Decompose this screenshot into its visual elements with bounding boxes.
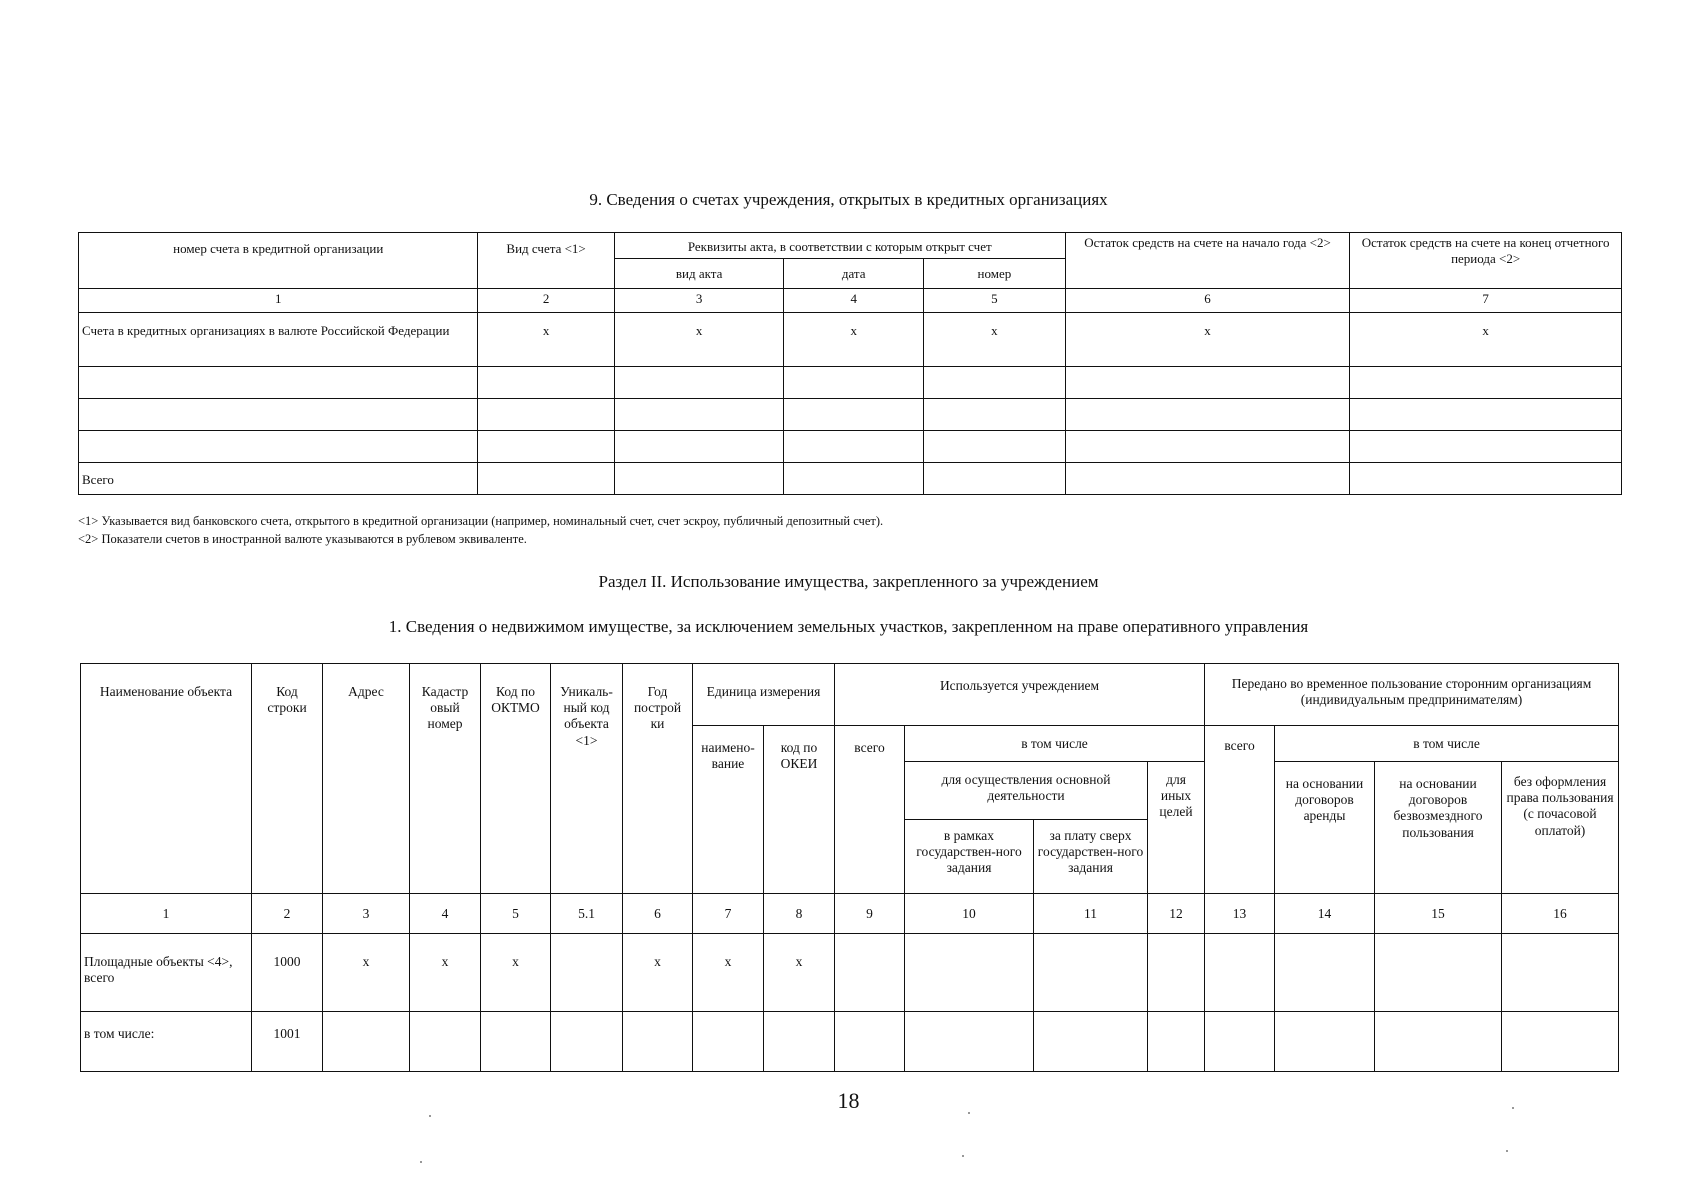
- cell-x: x: [623, 934, 693, 1012]
- header-transferred-incl: в том числе: [1275, 726, 1619, 762]
- header-main-activity: для осуществления основной деятельности: [905, 762, 1148, 820]
- header-account-number: номер счета в кредитной организации: [79, 233, 478, 289]
- row-label: в том числе:: [81, 1012, 252, 1072]
- header-address: Адрес: [323, 664, 410, 894]
- table-row: [81, 934, 1619, 1012]
- col-num: 7: [1350, 289, 1622, 313]
- col-num: 3: [323, 894, 410, 934]
- total-label: Всего: [79, 463, 478, 495]
- col-num: 15: [1375, 894, 1502, 934]
- header-unit-name: наимено-вание: [693, 726, 764, 894]
- header-balance-start: Остаток средств на счете на начало года <2>: [1065, 233, 1350, 289]
- header-act-type: вид акта: [614, 259, 784, 289]
- footnote-1: <1> Указывается вид банковского счета, открытого в кредитной организации (например, номинальный счет, счет эскроу, публичный депозитный счет).: [78, 514, 884, 528]
- footnote-2: <2> Показатели счетов в иностранной валюте указываются в рублевом эквиваленте.: [78, 532, 527, 547]
- footnotes: [78, 512, 883, 548]
- table-row: [79, 399, 1622, 431]
- col-num: 10: [905, 894, 1034, 934]
- col-num: 2: [478, 289, 614, 313]
- column-numbers-row: [79, 289, 1622, 313]
- col-num: 4: [410, 894, 481, 934]
- col-num: 1: [81, 894, 252, 934]
- cell-x: x: [693, 934, 764, 1012]
- col-num: 12: [1148, 894, 1205, 934]
- header-object-name: Наименование объекта: [81, 664, 252, 894]
- header-row-code: Код строки: [252, 664, 323, 894]
- header-oktmo-code: Код по ОКТМО: [481, 664, 551, 894]
- col-num: 11: [1034, 894, 1148, 934]
- header-unique-code: Уникаль-ный код объекта <1>: [551, 664, 623, 894]
- header-act-requisites: Реквизиты акта, в соответствии с которым открыт счет: [614, 233, 1065, 259]
- section2-title: Раздел II. Использование имущества, закрепленного за учреждением: [598, 572, 1099, 591]
- section9-title: 9. Сведения о счетах учреждения, открытых в кредитных организациях: [589, 190, 1108, 209]
- col-num: 1: [79, 289, 478, 313]
- header-used-by-institution: Используется учреждением: [835, 664, 1205, 726]
- col-num: 6: [623, 894, 693, 934]
- col-num: 6: [1065, 289, 1350, 313]
- cell-x: x: [478, 313, 614, 367]
- row-label: Площадные объекты <4>, всего: [81, 934, 252, 1012]
- header-construction-year: Год построй ки: [623, 664, 693, 894]
- header-transferred-total: всего: [1205, 726, 1275, 894]
- header-used-incl: в том числе: [905, 726, 1205, 762]
- scan-speck: [429, 1115, 431, 1117]
- header-unit: Единица измерения: [693, 664, 835, 726]
- accounts-table: [78, 232, 1622, 495]
- cell-x: x: [323, 934, 410, 1012]
- header-act-date: дата: [784, 259, 924, 289]
- cell-x: x: [481, 934, 551, 1012]
- header-transferred: Передано во временное пользование сторонним организациям (индивидуальным предпринимателям): [1205, 664, 1619, 726]
- header-state-task: в рамках государствен-ного задания: [905, 820, 1034, 894]
- row-code: 1001: [252, 1012, 323, 1072]
- scan-speck: [1506, 1150, 1508, 1152]
- scan-speck: [968, 1112, 970, 1114]
- col-num: 2: [252, 894, 323, 934]
- header-free-use: на основании договоров безвозмездного пользования: [1375, 762, 1502, 894]
- table-row: [79, 431, 1622, 463]
- cell-x: x: [410, 934, 481, 1012]
- col-num: 16: [1502, 894, 1619, 934]
- table-row: [79, 313, 1622, 367]
- cell-x: x: [1350, 313, 1622, 367]
- row-label: Счета в кредитных организациях в валюте Российской Федерации: [79, 313, 478, 367]
- total-row: [79, 463, 1622, 495]
- col-num: 5.1: [551, 894, 623, 934]
- header-cadastral-number: Кадастр овый номер: [410, 664, 481, 894]
- cell-x: x: [924, 313, 1066, 367]
- cell-x: x: [764, 934, 835, 1012]
- col-num: 5: [924, 289, 1066, 313]
- cell-x: x: [1065, 313, 1350, 367]
- header-act-number: номер: [924, 259, 1066, 289]
- header-used-total: всего: [835, 726, 905, 894]
- header-unit-code: код по ОКЕИ: [764, 726, 835, 894]
- table-row: [79, 367, 1622, 399]
- row-code: 1000: [252, 934, 323, 1012]
- scan-speck: [420, 1161, 422, 1163]
- scan-speck: [1512, 1107, 1514, 1109]
- col-num: 4: [784, 289, 924, 313]
- cell-x: x: [614, 313, 784, 367]
- header-other-purposes: для иных целей: [1148, 762, 1205, 894]
- real-estate-table: [80, 663, 1619, 1072]
- col-num: 13: [1205, 894, 1275, 934]
- table-row: [81, 1012, 1619, 1072]
- col-num: 3: [614, 289, 784, 313]
- col-num: 7: [693, 894, 764, 934]
- subsection1-title: 1. Сведения о недвижимом имуществе, за исключением земельных участков, закрепленном на праве оперативного управления: [388, 617, 1309, 636]
- col-num: 8: [764, 894, 835, 934]
- column-numbers-row: [81, 894, 1619, 934]
- header-paid-above: за плату сверх государствен-ного задания: [1034, 820, 1148, 894]
- header-balance-end: Остаток средств на счете на конец отчетного периода <2>: [1350, 233, 1622, 289]
- cell-x: x: [784, 313, 924, 367]
- header-no-registration: без оформления права пользования (с почасовой оплатой): [1502, 762, 1619, 894]
- page-number: 18: [837, 1088, 860, 1113]
- col-num: 5: [481, 894, 551, 934]
- header-lease: на основании договоров аренды: [1275, 762, 1375, 894]
- col-num: 14: [1275, 894, 1375, 934]
- header-account-type: Вид счета <1>: [478, 233, 614, 289]
- col-num: 9: [835, 894, 905, 934]
- scan-speck: [962, 1155, 964, 1157]
